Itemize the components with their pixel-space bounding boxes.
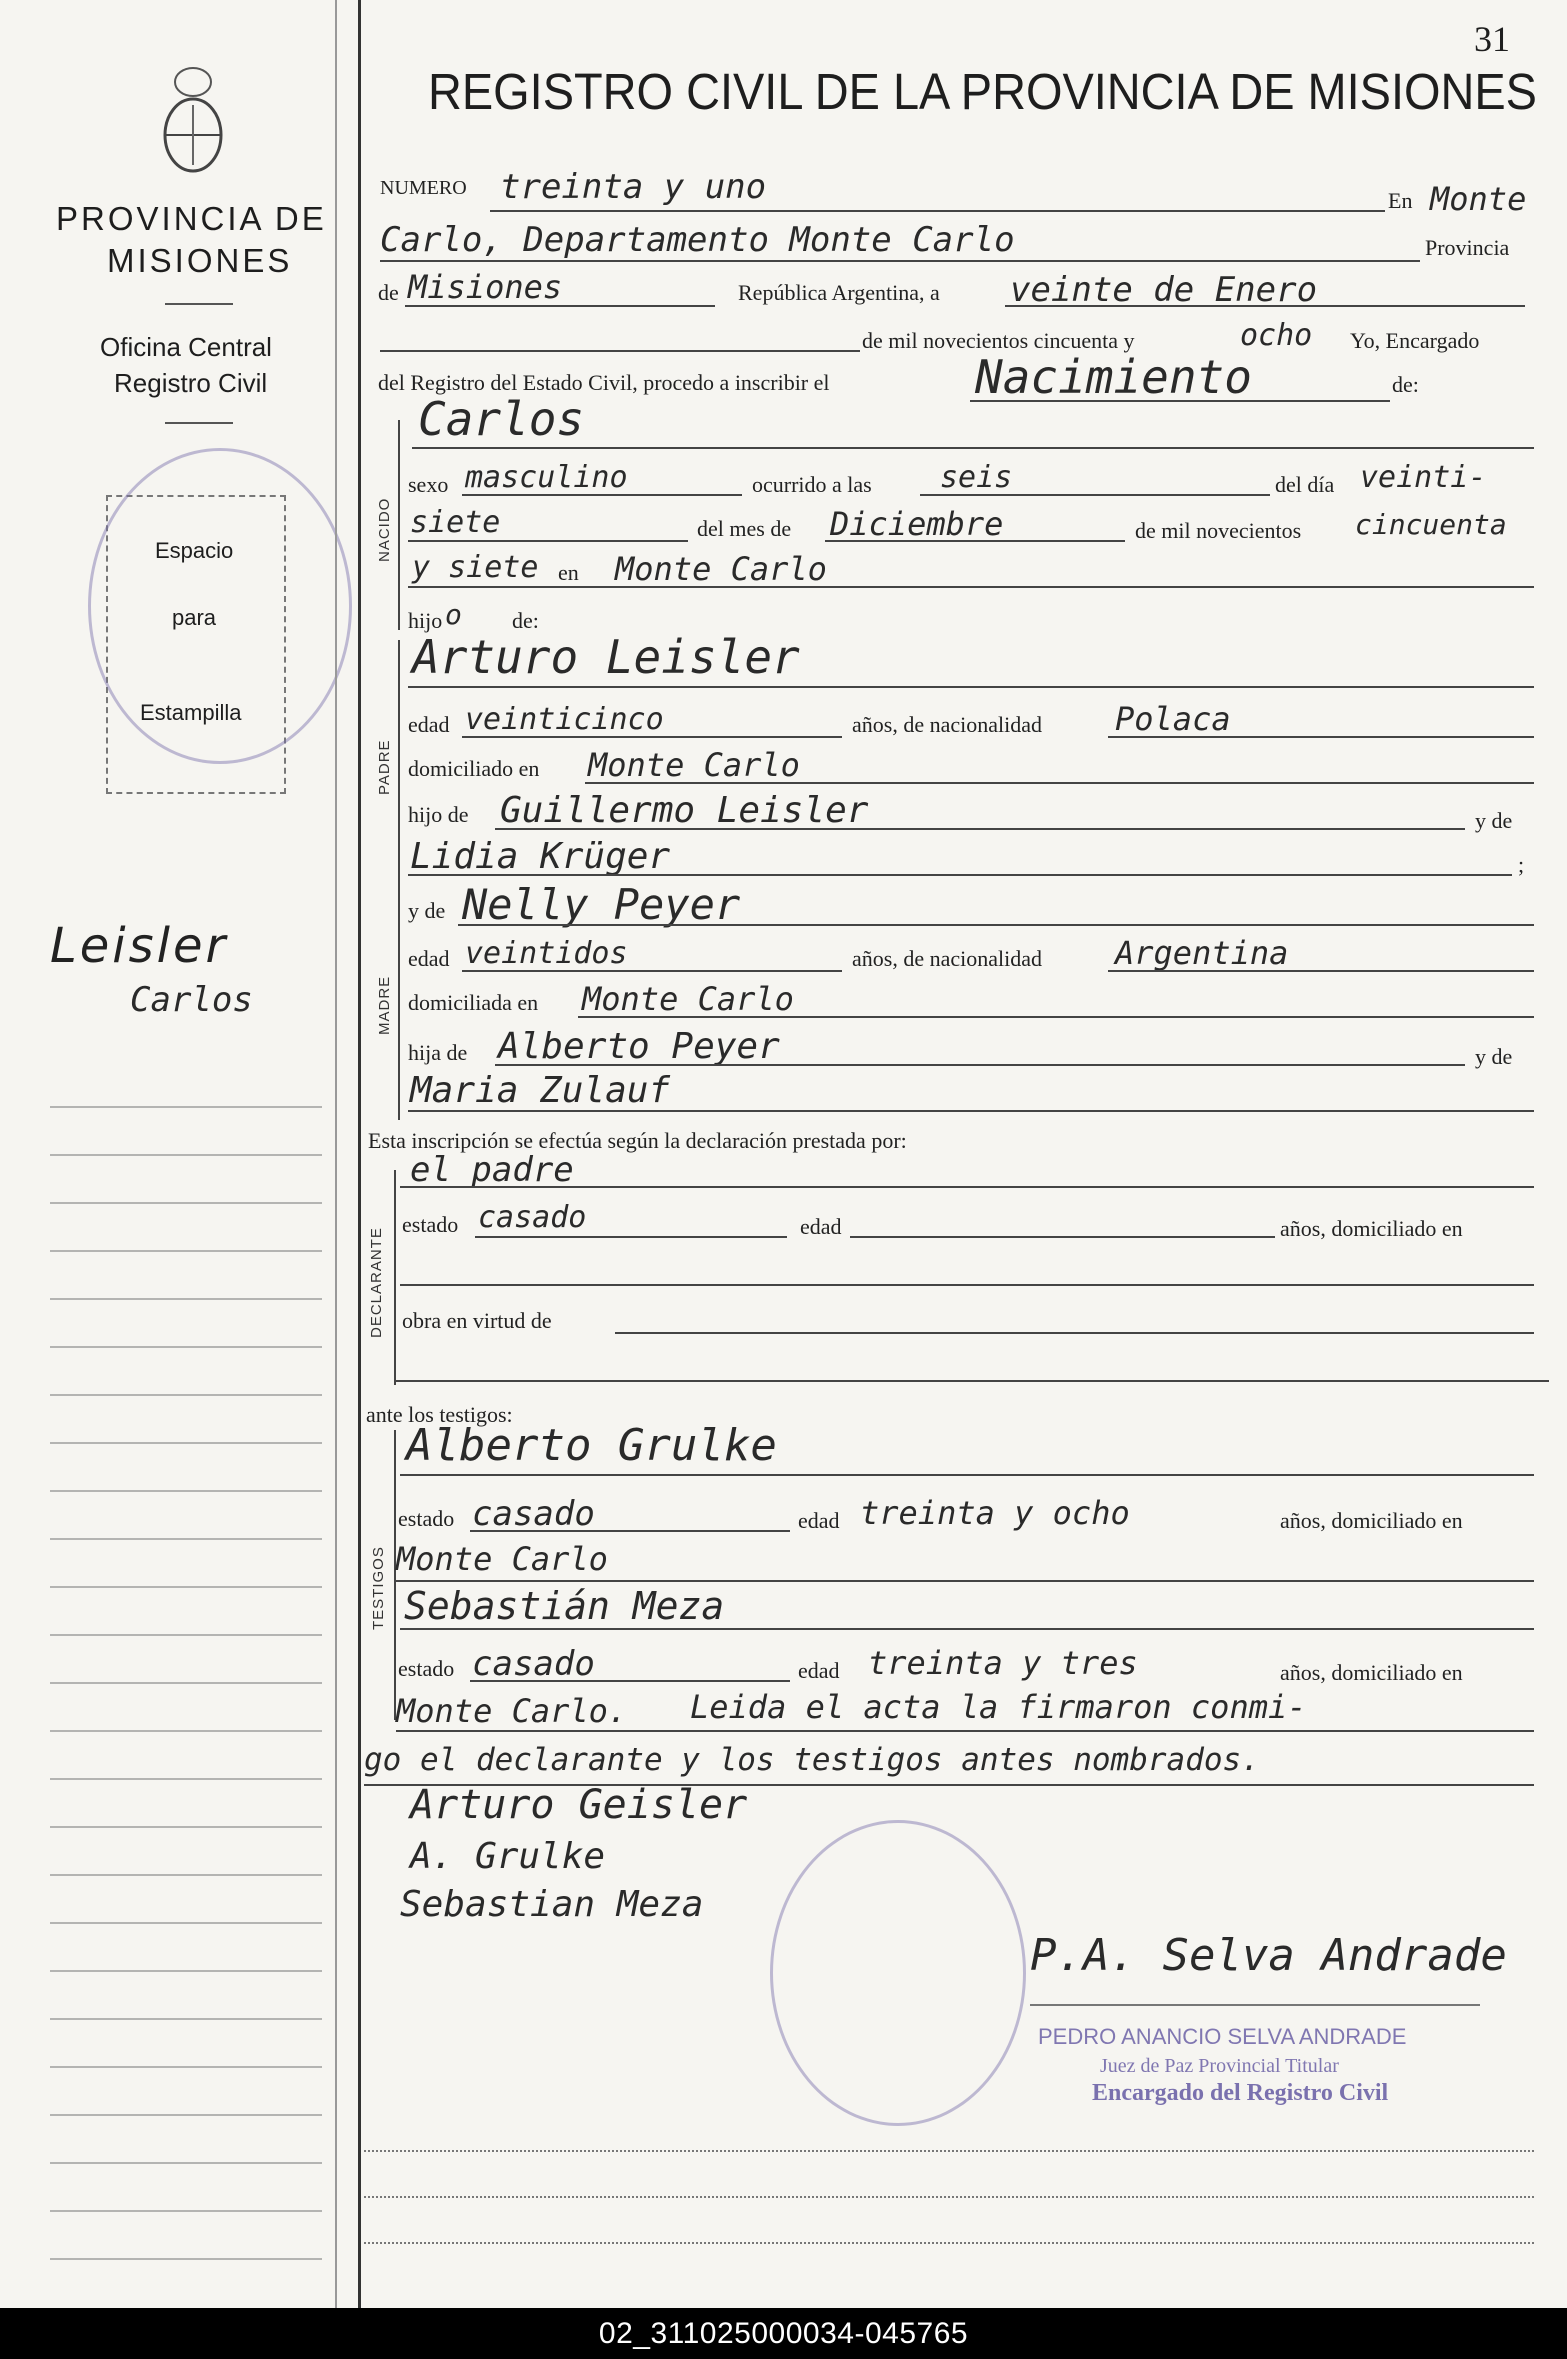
signature-father: Arturo Geisler <box>410 1782 748 1828</box>
mother-nationality-label: años, de nacionalidad <box>852 946 1042 971</box>
father-edad-label: edad <box>408 712 450 737</box>
image-id-footer: 02_311025000034-045765 <box>0 2308 1567 2359</box>
father-y-de-label: y de <box>1475 808 1513 833</box>
mes-label: del mes de <box>697 516 792 541</box>
index-surname: Leisler <box>50 918 229 974</box>
mother-edad-label: edad <box>408 946 450 971</box>
mil2-label: de mil novecientos <box>1135 518 1302 543</box>
anio-value-cont: y siete <box>412 550 539 585</box>
dia-value-cont: siete <box>410 505 501 540</box>
father-domicile-label: domiciliado en <box>408 756 540 781</box>
office-line2: Registro Civil <box>114 368 268 398</box>
mother-age: veintidos <box>465 936 628 971</box>
section-tag-madre: MADRE <box>376 975 393 1035</box>
declarante-estado: casado <box>478 1200 587 1235</box>
father-nationality: Polaca <box>1115 700 1231 738</box>
stamp-box-line2: para <box>172 605 217 630</box>
sexo-value: masculino <box>465 460 628 495</box>
testigos-label: ante los testigos: <box>366 1402 513 1427</box>
father-domicile: Monte Carlo <box>588 746 800 784</box>
place-value: Carlo, Departamento Monte Carlo <box>380 220 1015 260</box>
mother-father-label: hija de <box>408 1040 468 1065</box>
father-nationality-label: años, de nacionalidad <box>852 712 1042 737</box>
father-father: Guillermo Leisler <box>500 790 869 831</box>
section-tag-testigos: TESTIGOS <box>370 1546 387 1630</box>
witness1-domicilio-label: años, domiciliado en <box>1280 1508 1463 1533</box>
official-title1: Juez de Paz Provincial Titular <box>1100 2055 1339 2077</box>
mother-nationality: Argentina <box>1115 934 1289 972</box>
yo-label: Yo, Encargado <box>1350 328 1480 353</box>
witness2-edad-label: edad <box>798 1658 840 1683</box>
argentina-coat-of-arms-icon <box>158 60 228 180</box>
section-tag-declarante: DECLARANTE <box>368 1227 385 1338</box>
witness2-domicilio-label: años, domiciliado en <box>1280 1660 1463 1685</box>
witness1-age: treinta y ocho <box>860 1494 1130 1532</box>
mother-mother: Maria Zulauf <box>410 1070 671 1111</box>
section-tag-nacido: NACIDO <box>376 497 393 562</box>
father-father-label: hijo de <box>408 802 469 827</box>
declarante-name: el padre <box>410 1150 574 1190</box>
main-divider <box>358 0 361 2308</box>
en2-label: en <box>558 560 579 585</box>
witness2-estado: casado <box>472 1644 595 1684</box>
hijo-label: hijo <box>408 608 443 633</box>
page-number: 31 <box>1474 19 1510 59</box>
republica-label: República Argentina, a <box>738 280 940 305</box>
obra-label: obra en virtud de <box>402 1308 552 1333</box>
dia-value: veinti- <box>1360 460 1487 495</box>
signature-witness2: Sebastian Meza <box>400 1884 704 1925</box>
official-title2: Encargado del Registro Civil <box>1092 2080 1389 2106</box>
stamp-box-line1: Espacio <box>155 538 234 563</box>
witness1-name: Alberto Grulke <box>406 1420 777 1471</box>
hijo-de-label: de: <box>512 608 539 633</box>
mil-label: de mil novecientos cincuenta y <box>862 328 1135 353</box>
anio-value: cincuenta <box>1355 508 1507 541</box>
declarante-domicilio-label: años, domiciliado en <box>1280 1216 1463 1241</box>
document-title: REGISTRO CIVIL DE LA PROVINCIA DE MISIONES <box>428 63 1537 120</box>
witness1-edad-label: edad <box>798 1508 840 1533</box>
dia-label: del día <box>1275 472 1335 497</box>
witness1-estado-label: estado <box>398 1506 455 1531</box>
lugar-value: Monte Carlo <box>615 550 827 588</box>
hora-value: seis <box>940 460 1013 495</box>
numero-value: treinta y uno <box>500 167 767 207</box>
witness2-estado-label: estado <box>398 1656 455 1681</box>
provincia-label: Provincia <box>1425 235 1510 260</box>
witness1-estado: casado <box>472 1494 595 1534</box>
province-title-line2: MISIONES <box>107 242 293 279</box>
witness2-age: treinta y tres <box>868 1644 1138 1682</box>
witness2-name: Sebastián Meza <box>404 1584 725 1628</box>
de-label: de <box>378 280 399 305</box>
signature-official: P.A. Selva Andrade <box>1030 1930 1507 1981</box>
index-given-name: Carlos <box>130 980 253 1020</box>
mother-domicile: Monte Carlo <box>582 980 794 1018</box>
mother-name: Nelly Peyer <box>462 880 741 929</box>
index-lines <box>50 1060 322 2260</box>
official-name: PEDRO ANANCIO SELVA ANDRADE <box>1038 2024 1407 2049</box>
office-line1: Oficina Central <box>100 332 272 362</box>
declaracion-label: Esta inscripción se efectúa según la declaración prestada por: <box>368 1128 907 1153</box>
witness1-domicile: Monte Carlo <box>396 1540 608 1578</box>
closing-line2: go el declarante y los testigos antes nombrados. <box>364 1742 1260 1778</box>
father-name: Arturo Leisler <box>412 630 800 684</box>
mes-value: Diciembre <box>830 505 1004 543</box>
father-mother: Lidia Krüger <box>410 836 671 877</box>
mother-y-de-label: y de <box>408 898 446 923</box>
father-age: veinticinco <box>465 702 664 737</box>
father-semicolon: ; <box>1518 852 1525 877</box>
declarante-edad-label: edad <box>800 1214 842 1239</box>
registro-label: del Registro del Estado Civil, procedo a inscribir el <box>378 370 830 395</box>
ocurrido-label: ocurrido a las <box>752 472 872 497</box>
declarante-estado-label: estado <box>402 1212 459 1237</box>
witness2-domicile: Monte Carlo. <box>396 1692 628 1730</box>
stamp-box-line3: Estampilla <box>140 700 242 725</box>
registry-stamp-bottom <box>770 1820 1026 2126</box>
en-label: En <box>1388 188 1413 213</box>
child-name: Carlos <box>418 392 585 446</box>
year-value: ocho <box>1240 318 1313 353</box>
signature-witness1: A. Grulke <box>410 1836 606 1877</box>
date-value: veinte de Enero <box>1010 270 1318 310</box>
numero-label: NUMERO <box>380 177 467 199</box>
closing-line1: Leida el acta la firmaron conmi- <box>690 1688 1307 1726</box>
sexo-label: sexo <box>408 472 449 497</box>
de2-label: de: <box>1392 372 1419 397</box>
mother-domicile-label: domiciliada en <box>408 990 539 1015</box>
act-value: Nacimiento <box>975 350 1252 404</box>
mother-father: Alberto Peyer <box>498 1026 780 1067</box>
hijo-value: o <box>445 598 462 631</box>
section-tag-padre: PADRE <box>376 739 393 795</box>
province-title-line1: PROVINCIA DE <box>56 200 327 237</box>
en-value: Monte <box>1430 180 1527 218</box>
mother-y-de-label2: y de <box>1475 1044 1513 1069</box>
province-value: Misiones <box>408 268 563 306</box>
